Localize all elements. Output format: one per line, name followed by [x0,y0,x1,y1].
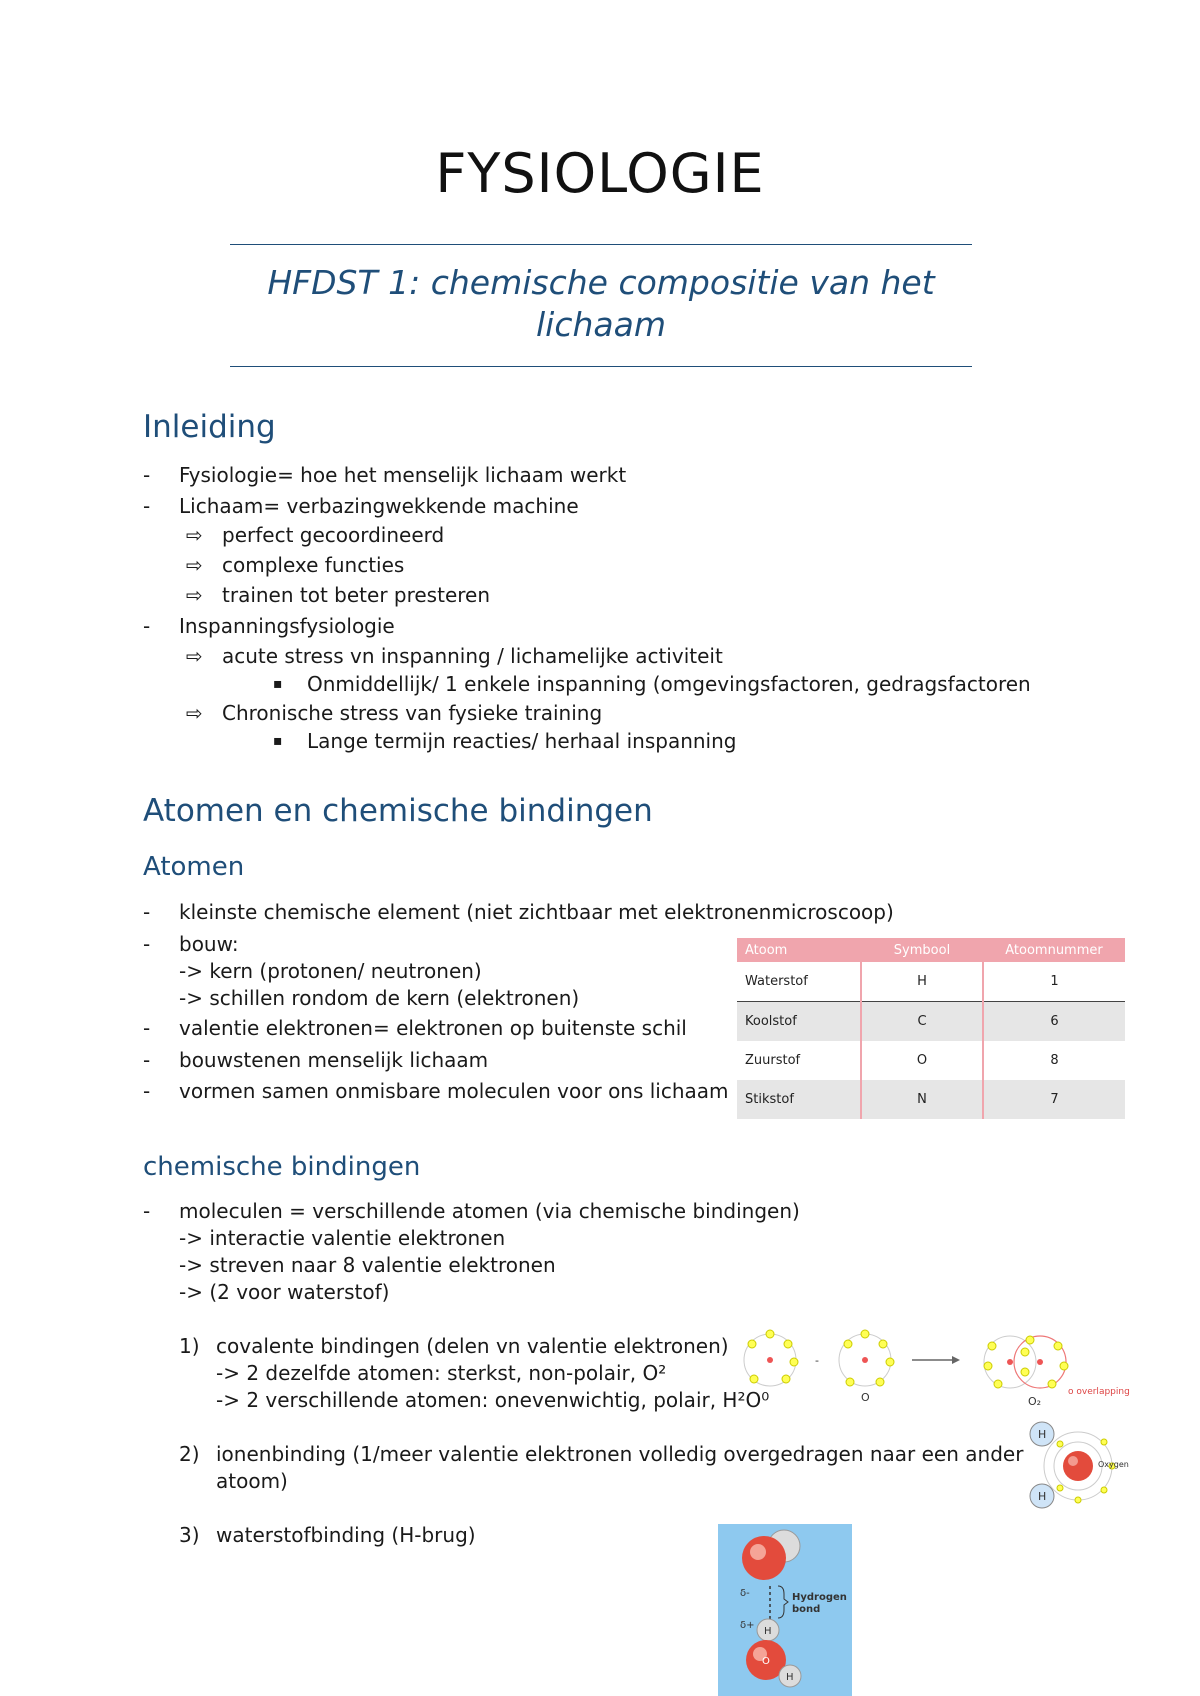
numbered-item-2-line: atoom) [216,1469,288,1493]
figure-label: o overlapping [1068,1387,1130,1397]
heading-inleiding: Inleiding [143,409,276,445]
table-cell: 1 [983,962,1125,1002]
numbered-item-1-line: -> 2 dezelfde atomen: sterkst, non-polair, O² [216,1361,667,1385]
figure-label: H [786,1672,794,1683]
heading-atomen: Atomen [143,852,245,882]
page-title: FYSIOLOGIE [435,142,765,205]
list-item: -> streven naar 8 valentie elektronen [179,1253,556,1277]
title-rule-bottom [230,366,972,367]
table-row [737,1041,1125,1080]
table-cell: Zuurstof [745,1053,801,1068]
table-cell: C [861,1002,983,1042]
table-row [737,1002,1125,1042]
figure-label: O [762,1656,770,1667]
figure-label: O [861,1391,870,1404]
table-cell: 8 [983,1041,1125,1080]
list-item: -> kern (protonen/ neutronen) [179,959,482,983]
subtitle-line-1: HFDST 1: chemische compositie van het [267,263,935,302]
table-cell: 7 [983,1080,1125,1119]
table-header: Symbool [861,938,983,962]
table-header: Atoomnummer [983,938,1125,962]
numbered-item-1-line: -> 2 verschillende atomen: onevenwichtig, polair, H²O⁰ [216,1388,770,1412]
figure-label: Oxygen [1098,1460,1129,1469]
list-item: -> (2 voor waterstof) [179,1280,390,1304]
hydrogen-bond-figure [718,1524,852,1696]
figure-label: δ+ [740,1620,755,1631]
figure-label: bond [792,1604,821,1615]
figure-label: H [1038,1490,1047,1503]
table-cell: H [861,962,983,1002]
list-item: -> schillen rondom de kern (elektronen) [179,986,580,1010]
heading-atomen-bindingen: Atomen en chemische bindingen [143,793,653,829]
plus-sign: - [815,1354,819,1367]
heading-chemische-bindingen: chemische bindingen [143,1152,421,1182]
oxygen-atom-1 [744,1330,798,1386]
table-header-row [737,938,1125,962]
oxygen-atom-2 [839,1330,894,1386]
water-molecule-figure [1020,1414,1140,1514]
table-row [737,1080,1125,1119]
subtitle-line-2: lichaam [536,305,666,344]
figure-label: H [764,1626,772,1637]
o2-molecule [984,1336,1068,1388]
figure-label: H [1038,1428,1047,1441]
title-rule-top [230,244,972,245]
table-cell: Koolstof [737,1002,861,1042]
figure-label: δ- [740,1588,750,1599]
table-cell: O [861,1041,983,1080]
table-cell: Waterstof [737,962,861,1002]
o2-covalent-figure [730,1322,1130,1410]
table-cell: N [861,1080,983,1119]
arrow-right-icon [912,1356,960,1364]
atom-table [737,938,1125,1119]
figure-label: O₂ [1028,1395,1042,1408]
list-item: -> interactie valentie elektronen [179,1226,506,1250]
table-cell: Stikstof [737,1080,861,1119]
table-row [737,962,1125,1002]
chapter-subtitle [230,262,972,346]
figure-label: Hydrogen [792,1592,847,1603]
table-header: Atoom [737,938,861,962]
table-cell: 6 [983,1002,1125,1042]
